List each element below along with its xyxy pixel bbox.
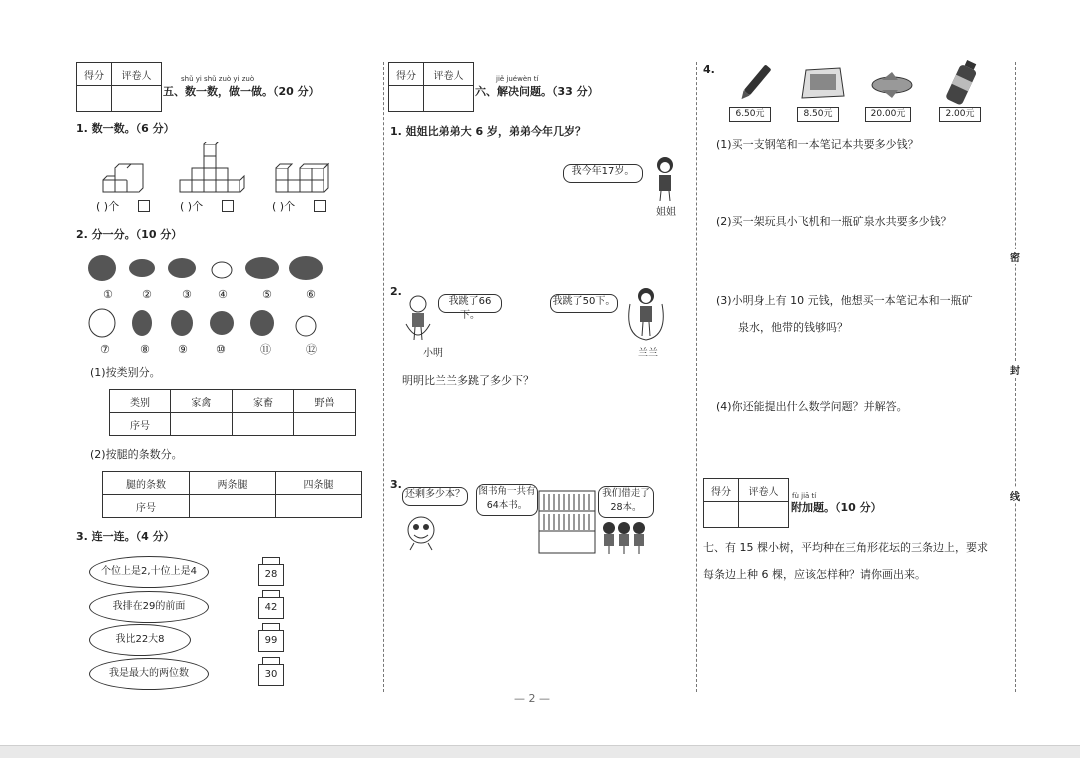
middle-q3-number: 3. [390, 478, 402, 491]
animal-number: ⑫ [306, 343, 317, 356]
xiaoming-figure [404, 294, 432, 342]
bonus-title: 附加题。（10 分） [791, 501, 882, 514]
tiger-icon [250, 310, 274, 336]
score-label: 得分 [389, 63, 424, 86]
table1-cell[interactable] [294, 413, 356, 436]
number-value: 30 [264, 669, 278, 680]
section5-title: 五、数一数，做一做。（20 分） [163, 85, 320, 98]
chick-icon [89, 309, 115, 337]
clue-oval[interactable]: 我比22大8 [89, 624, 191, 656]
goat-icon [129, 259, 155, 277]
cube-icon [222, 200, 234, 212]
leopard-icon [245, 257, 279, 279]
q4-sub2: (2)买一架玩具小飞机和一瓶矿泉水共要多少钱？ [716, 215, 952, 228]
animal-images-row2 [84, 304, 344, 342]
table2-cell[interactable] [276, 495, 362, 518]
q1-title: 1. 数一数。（6 分） [76, 122, 175, 135]
speech-bubble: 图书角一共有64本书。 [476, 484, 538, 516]
middle-q2-number: 2. [390, 285, 402, 298]
table1-cell[interactable] [171, 413, 233, 436]
animal-number: ① [103, 288, 113, 301]
number-value: 28 [264, 569, 278, 580]
binding-label: 密 [1010, 249, 1020, 264]
q1-answer-3[interactable]: ( )个 [272, 200, 296, 213]
section5-pinyin: shǔ yi shǔ zuò yi zuò [181, 75, 255, 83]
q2-sub2: (2)按腿的条数分。 [90, 448, 183, 461]
animal-images-row1 [84, 248, 344, 286]
table1-cell[interactable] [232, 413, 294, 436]
speech-bubble: 我今年17岁。 [563, 164, 643, 183]
page-number: — 2 — [514, 692, 550, 705]
q7-line1: 七、有 15 棵小树，平均种在三角形花坛的三条边上，要求 [703, 541, 988, 554]
column-divider [696, 62, 697, 692]
sister-caption: 姐姐 [656, 207, 676, 218]
cube-figures [100, 142, 370, 202]
table2-cell[interactable] [190, 495, 276, 518]
number-box[interactable] [258, 597, 284, 619]
table2-row-label: 序号 [103, 495, 190, 518]
table2-header: 四条腿 [276, 472, 362, 495]
sister-figure [652, 155, 678, 203]
lanlan-figure [626, 286, 666, 342]
q4-sub4: (4)你还能提出什么数学问题？并解答。 [716, 400, 908, 413]
notebook-icon [800, 66, 846, 102]
q3-title: 3. 连一连。（4 分） [76, 530, 175, 543]
goose-icon [296, 316, 316, 336]
animal-number: ② [142, 288, 152, 301]
q4-sub3-line1: (3)小明身上有 10 元钱，他想买一本笔记本和一瓶矿 [716, 294, 973, 307]
q7-line2: 每条边上种 6 棵，应该怎样种？请你画出来。 [703, 568, 926, 581]
price-tag: 20.00元 [865, 107, 911, 122]
grader-label: 评卷人 [424, 63, 474, 86]
panda-icon [210, 311, 234, 335]
score-label: 得分 [704, 479, 739, 502]
table1-header: 野兽 [294, 390, 356, 413]
score-box-bonus [703, 478, 789, 528]
cube-figure-2 [180, 142, 244, 192]
pen-icon [735, 62, 775, 104]
number-box[interactable] [258, 630, 284, 652]
number-box[interactable] [258, 664, 284, 686]
duck-icon [212, 262, 232, 278]
speech-bubble: 还剩多少本？ [402, 487, 468, 506]
table1-header: 家禽 [171, 390, 233, 413]
animal-number: ③ [182, 288, 192, 301]
score-label: 得分 [77, 63, 112, 86]
grader-label: 评卷人 [739, 479, 789, 502]
q4-sub3-line2: 泉水，他带的钱够吗？ [738, 321, 848, 334]
table1-row-label: 序号 [110, 413, 171, 436]
binding-label: 线 [1010, 488, 1020, 503]
animal-number: ⑦ [100, 343, 110, 356]
animal-number: ④ [218, 288, 228, 301]
score-box-middle [388, 62, 474, 112]
fox-icon [171, 310, 193, 336]
section6-title: 六、解决问题。（33 分） [475, 85, 599, 98]
legs-table [102, 471, 362, 518]
animal-number: ⑥ [306, 288, 316, 301]
q2-title: 2. 分一分。（10 分） [76, 228, 183, 241]
xiaoming-name: 小明 [423, 348, 443, 359]
pig-icon [289, 256, 323, 280]
animal-number: ⑧ [140, 343, 150, 356]
column-divider [383, 62, 384, 692]
q4-sub1: (1)买一支钢笔和一本笔记本共要多少钱？ [716, 138, 919, 151]
table2-header: 腿的条数 [103, 472, 190, 495]
animal-number: ⑨ [178, 343, 188, 356]
number-value: 99 [264, 635, 278, 646]
page-bottom-edge [0, 745, 1080, 758]
number-value: 42 [264, 602, 278, 613]
middle-q2-question: 明明比兰兰多跳了多少下？ [402, 374, 534, 387]
animal-number: ⑪ [260, 343, 271, 356]
clue-oval[interactable]: 个位上是2,十位上是4 [89, 556, 209, 588]
table1-header: 家畜 [232, 390, 294, 413]
number-box[interactable] [258, 564, 284, 586]
animal-number: ⑤ [262, 288, 272, 301]
cube-icon [138, 200, 150, 212]
grader-label: 评卷人 [112, 63, 162, 86]
section6-pinyin: jiě juéwèn tí [496, 75, 539, 83]
speech-bubble: 我跳了66下。 [438, 294, 502, 313]
clue-oval[interactable]: 我排在29的前面 [89, 591, 209, 623]
right-q4-number: 4. [703, 63, 715, 76]
lion-icon [88, 255, 116, 281]
lanlan-name: 兰兰 [638, 348, 658, 359]
toy-plane-icon [868, 70, 916, 100]
cube-figure-3 [276, 164, 328, 192]
q1-answer-2[interactable]: ( )个 [180, 200, 204, 213]
robot-figure [404, 512, 438, 552]
water-bottle-icon [945, 60, 979, 106]
speech-bubble: 我们借走了28本。 [598, 486, 654, 518]
classify-table [109, 389, 356, 436]
animal-number: ⑩ [216, 343, 226, 356]
q1-answer-1[interactable]: ( )个 [96, 200, 120, 213]
price-tag: 6.50元 [729, 107, 771, 122]
cube-icon [314, 200, 326, 212]
dog-icon [168, 258, 196, 278]
bookshelf-figure [538, 490, 596, 554]
binding-label: 封 [1010, 362, 1020, 377]
clue-oval[interactable]: 我是最大的两位数 [89, 658, 209, 690]
children-figure [600, 520, 650, 556]
rabbit-icon [132, 310, 152, 336]
table1-header: 类别 [110, 390, 171, 413]
price-tag: 2.00元 [939, 107, 981, 122]
bonus-pinyin: fù jiā tí [792, 492, 817, 500]
score-box-left [76, 62, 162, 112]
cube-figure-1 [103, 164, 143, 192]
middle-q1-text: 1. 姐姐比弟弟大 6 岁，弟弟今年几岁？ [390, 125, 586, 138]
table2-header: 两条腿 [190, 472, 276, 495]
speech-bubble: 我跳了50下。 [550, 294, 618, 313]
price-tag: 8.50元 [797, 107, 839, 122]
binding-line [1015, 62, 1016, 692]
q2-sub1: (1)按类别分。 [90, 366, 161, 379]
